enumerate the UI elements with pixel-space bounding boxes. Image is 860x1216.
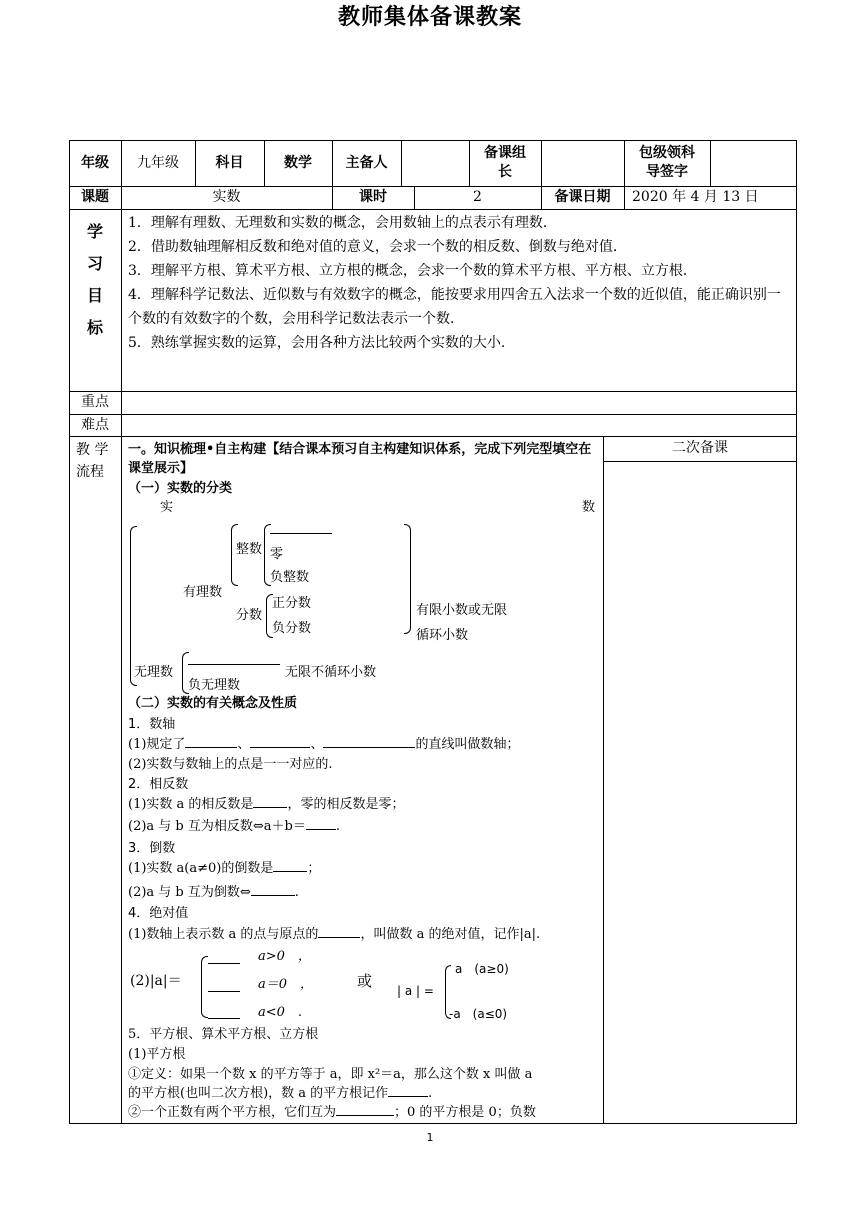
flow-label: 流程 — [76, 464, 104, 480]
text: (1)实数 a 的相反数是 — [128, 797, 254, 812]
item-heading: 4．绝对值 — [128, 906, 189, 921]
or-text: 或 — [357, 972, 373, 990]
fill-blank[interactable] — [318, 937, 360, 938]
tree-real-left: 实 — [160, 500, 174, 515]
fill-blank[interactable] — [208, 963, 240, 964]
item-heading: 5．平方根、算术平方根、立方根 — [128, 1027, 319, 1042]
goals-label-char: 目 — [86, 286, 103, 305]
abs-definition-left: (2)|a|＝ — [130, 973, 182, 989]
difficulty-label: 难点 — [81, 416, 109, 433]
abs-case: a＝0 ， — [258, 977, 314, 992]
tree-neg-frac: 负分数 — [272, 621, 312, 636]
col-divider — [121, 436, 122, 1124]
subject-value: 数学 — [284, 154, 312, 171]
text: (2)a 与 b 互为相反数⇔a＋b＝ — [128, 819, 306, 834]
hours-value: 2 — [473, 189, 482, 205]
second-prep-area[interactable] — [603, 461, 797, 1124]
text-line: (2)实数与数轴上的点是一一对应的. — [128, 757, 333, 772]
key-point-label: 重点 — [81, 394, 109, 410]
goals-label-char: 标 — [86, 318, 103, 337]
text: ②一个正数有两个平方根，它们互为 — [128, 1105, 337, 1120]
fill-blank[interactable] — [388, 1096, 428, 1097]
text: (2)a 与 b 互为倒数⇔ — [128, 885, 251, 900]
text-line: (1)规定了 、 、 的直线叫做数轴； — [128, 737, 520, 752]
item-heading: 3．倒数 — [128, 841, 176, 856]
grade-value: 九年级 — [137, 154, 179, 171]
text-line: (1)平方根 — [128, 1047, 186, 1062]
blank-line — [188, 664, 280, 665]
tree-rational: 有理数 — [183, 585, 223, 600]
text: ，叫做数 a 的绝对值，记作|a|. — [360, 927, 541, 942]
tree-neg-int: 负整数 — [270, 570, 310, 585]
signoff-value[interactable] — [710, 140, 797, 186]
blank-line — [270, 533, 332, 534]
fill-blank[interactable] — [273, 871, 307, 872]
brace-rational-right — [404, 524, 411, 634]
text: ；0 的平方根是 0；负数 — [394, 1105, 536, 1120]
fill-blank[interactable] — [208, 991, 240, 992]
flow-label: 教 学 — [76, 442, 109, 458]
text-line: 的平方根(也叫二次方根)，数 a 的平方根记作 . — [128, 1086, 433, 1101]
goal-item: 2．借助数轴理解相反数和绝对值的意义，会求一个数的相反数、倒数与绝对值． — [128, 239, 627, 255]
goal-item: 5．熟练掌握实数的运算，会用各种方法比较两个实数的大小. — [128, 335, 506, 351]
item-heading: 1．数轴 — [128, 717, 176, 732]
col-divider — [469, 140, 470, 186]
abs-brace — [201, 956, 208, 1018]
fill-blank[interactable] — [253, 807, 287, 808]
page-title: 教师集体备课教案 — [337, 5, 522, 30]
prep-date-value: 2020 年 4 月 13 日 — [632, 189, 759, 205]
text: 的直线叫做数轴； — [415, 737, 520, 752]
learning-goals-list — [128, 211, 792, 355]
fill-blank[interactable] — [250, 747, 310, 748]
text: 的平方根(也叫二次方根)，数 a 的平方根记作 — [128, 1086, 389, 1101]
fill-blank[interactable] — [336, 1115, 394, 1116]
row-divider — [69, 209, 797, 210]
text-line — [128, 1104, 536, 1122]
tree-finite-note: 有限小数或无限循环小数 — [416, 603, 508, 643]
page-number: 1 — [426, 1131, 434, 1144]
text-line — [128, 926, 540, 944]
tree-nonrep: 无限不循环小数 — [285, 665, 377, 680]
text-line: ①定义：如果一个数 x 的平方等于 a，即 x²＝a，那么这个数 x 叫做 a — [128, 1067, 533, 1082]
section-heading: 一。知识梳理•自主构建【结合课本预习自主构建知识体系，完成下列完型填空在课堂展示】 — [128, 442, 592, 476]
goal-item: 4．理解科学记数法、近似数与有效数字的概念，能按要求用四舍五入法求一个数的近似值，能正确识别一个数的有效数字的个数，会用科学记数法表示一个数． — [128, 287, 781, 327]
subject-label: 科目 — [215, 154, 244, 171]
subsection-heading: （二）实数的有关概念及性质 — [128, 696, 298, 711]
fill-blank[interactable] — [185, 747, 237, 748]
abs-case: a<0 . — [258, 1005, 303, 1020]
learning-goals-label — [69, 216, 121, 344]
tree-zero: 零 — [270, 547, 284, 562]
tree-pos-frac: 正分数 — [272, 596, 312, 611]
goals-label-char: 学 — [86, 222, 103, 241]
topic-value: 实数 — [212, 189, 241, 205]
text-line: (2)a 与 b 互为相反数⇔a＋b＝ . — [128, 819, 340, 834]
fill-blank[interactable] — [306, 829, 336, 830]
tree-neg-irr: 负无理数 — [188, 678, 241, 693]
key-point-value[interactable] — [121, 391, 797, 414]
abs-alt-case: -a (a≤0) — [449, 1007, 508, 1021]
abs-case: a>0 ， — [258, 949, 311, 964]
text: (1)数轴上表示数 a 的点与原点的 — [128, 927, 319, 942]
tree-integer: 整数 — [236, 542, 263, 557]
fill-blank[interactable] — [208, 1018, 240, 1019]
fill-blank[interactable] — [251, 895, 295, 896]
text: (1)规定了 — [128, 737, 186, 752]
brace-real — [130, 526, 137, 686]
text-line — [128, 796, 404, 814]
subsection-heading: （一）实数的分类 — [128, 481, 233, 496]
grade-label: 年级 — [81, 154, 109, 171]
abs-definition-alt-left: | a | = — [397, 984, 434, 998]
tree-real-right: 数 — [582, 500, 596, 515]
lead-preparer-value[interactable] — [401, 140, 469, 186]
goal-item: 3．理解平方根、算术平方根、立方根的概念，会求一个数的算术平方根、平方根、立方根． — [128, 263, 697, 279]
hours-label: 课时 — [359, 189, 387, 205]
second-prep-label: 二次备课 — [672, 440, 728, 456]
lead-preparer-label: 主备人 — [345, 154, 388, 171]
signoff-label: 包级领科导签字 — [639, 145, 695, 180]
prep-date-label: 备课日期 — [554, 189, 611, 205]
group-leader-label: 备课组长 — [484, 145, 526, 180]
abs-alt-case: a (a≥0) — [455, 962, 509, 976]
topic-label: 课题 — [81, 189, 109, 205]
goal-item: 1．理解有理数、无理数和实数的概念，会用数轴上的点表示有理数． — [128, 215, 557, 231]
text-line: (2)a 与 b 互为倒数⇔ . — [128, 885, 299, 900]
text: (1)实数 a(a≠0)的倒数是 — [128, 861, 274, 876]
group-leader-value[interactable] — [541, 140, 624, 186]
text: ，零的相反数是零； — [287, 797, 405, 812]
goals-label-char: 习 — [86, 254, 103, 273]
item-heading: 2．相反数 — [128, 777, 189, 792]
tree-fraction: 分数 — [236, 608, 263, 623]
text-line: (1)实数 a(a≠0)的倒数是 ； — [128, 861, 321, 876]
difficulty-value[interactable] — [121, 414, 797, 436]
fill-blank[interactable] — [323, 747, 415, 748]
tree-irrational: 无理数 — [134, 665, 174, 680]
